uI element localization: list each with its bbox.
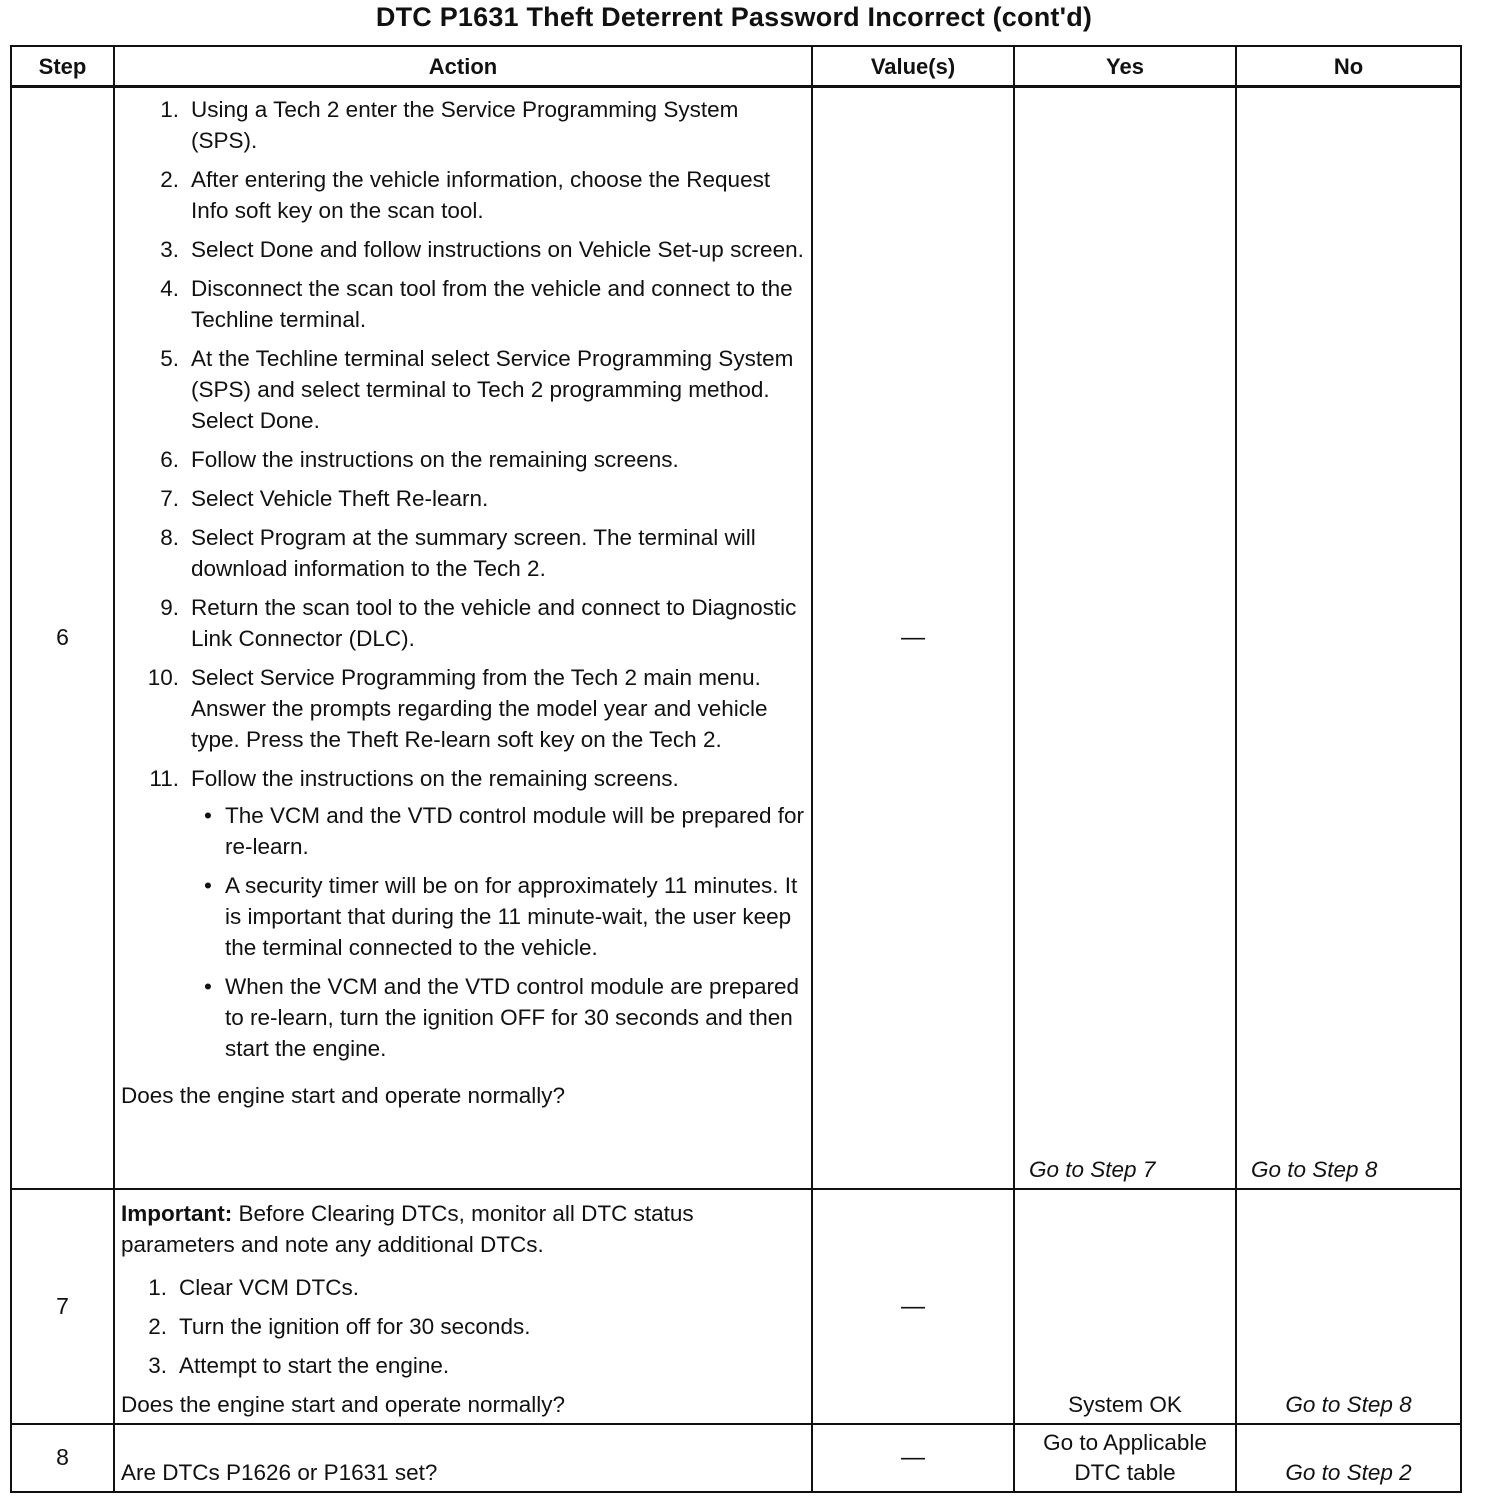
bullet-item: • When the VCM and the VTD control module are prepared to re-learn, turn the ignition OFF for 30 seconds and then start the engine. bbox=[204, 974, 800, 1061]
action-cell bbox=[114, 87, 812, 1189]
header-action: Action bbox=[114, 46, 812, 87]
step-number: 7 bbox=[11, 1189, 114, 1424]
header-yes: Yes bbox=[1014, 46, 1236, 87]
important-text: Before Clearing DTCs, monitor all DTC status parameters and note any additional DTCs. bbox=[121, 1200, 694, 1257]
list-item: 11. Follow the instructions on the remaining screens. • The VCM and the VTD control module will be prepared for re-learn. • A security timer will be on for approximately 11 minutes. It is important that during the 11 minute-wait, the user keep the terminal connected to the vehicle. • When the VCM and the VTD control module are prepared to re-learn, turn the ignition OFF for 30 seconds and then start the engine. bbox=[133, 763, 805, 1072]
yes-cell: System OK bbox=[1014, 1189, 1236, 1424]
table-row-step-6 bbox=[11, 87, 1461, 1189]
action-cell bbox=[114, 1189, 812, 1424]
list-item: 10. Select Service Programming from the Tech 2 main menu. Answer the prompts regarding the model year and vehicle type. Press the Theft Re-learn soft key on the Tech 2. bbox=[147, 665, 768, 752]
list-item: 4. Disconnect the scan tool from the vehicle and connect to the Techline terminal. bbox=[160, 276, 793, 332]
step-number: 8 bbox=[11, 1424, 114, 1492]
header-step: Step bbox=[11, 46, 114, 87]
action-question: Are DTCs P1626 or P1631 set? bbox=[121, 1459, 438, 1485]
list-item: 1. Clear VCM DTCs. bbox=[148, 1274, 360, 1300]
no-cell: Go to Step 2 bbox=[1236, 1424, 1461, 1492]
list-item: 1. Using a Tech 2 enter the Service Programming System (SPS). bbox=[160, 97, 739, 153]
list-item: 2. After entering the vehicle information, choose the Request Info soft key on the scan tool. bbox=[160, 167, 771, 223]
action-question: Does the engine start and operate normally? bbox=[121, 1083, 566, 1108]
important-label: Important: bbox=[121, 1200, 233, 1226]
table-row-step-8 bbox=[11, 1424, 1461, 1492]
list-item: 7. Select Vehicle Theft Re-learn. bbox=[160, 486, 489, 511]
value-cell: — bbox=[812, 1189, 1014, 1424]
header-no: No bbox=[1236, 46, 1461, 87]
action-question: Does the engine start and operate normally? bbox=[121, 1391, 566, 1417]
no-cell: Go to Step 8 bbox=[1236, 1189, 1461, 1424]
action-list bbox=[121, 1272, 805, 1381]
list-item: 6. Follow the instructions on the remaining screens. bbox=[160, 447, 679, 472]
page-title: DTC P1631 Theft Deterrent Password Incorrect (cont'd) bbox=[375, 2, 1093, 32]
action-cell bbox=[114, 1424, 812, 1492]
table-row-step-7 bbox=[11, 1189, 1461, 1424]
action-list bbox=[133, 94, 805, 1072]
list-item: 8. Select Program at the summary screen. The terminal will download information to the Tech 2. bbox=[160, 525, 756, 581]
yes-cell: Go to Step 7 bbox=[1014, 87, 1236, 1189]
yes-cell: Go to Applicable DTC table bbox=[1014, 1424, 1236, 1492]
bullet-item: • The VCM and the VTD control module will be prepared for re-learn. bbox=[204, 803, 805, 859]
important-note bbox=[121, 1198, 805, 1260]
header-row bbox=[11, 46, 1461, 87]
header-values: Value(s) bbox=[812, 46, 1014, 87]
list-item: 3. Select Done and follow instructions on Vehicle Set-up screen. bbox=[160, 237, 804, 262]
step-number: 6 bbox=[11, 87, 114, 1189]
value-cell: — bbox=[812, 1424, 1014, 1492]
list-item: 3. Attempt to start the engine. bbox=[148, 1352, 450, 1378]
list-item: 2. Turn the ignition off for 30 seconds. bbox=[148, 1313, 531, 1339]
value-cell: — bbox=[812, 87, 1014, 1189]
list-item: 5. At the Techline terminal select Service Programming System (SPS) and select terminal to Tech 2 programming method. Select Done. bbox=[160, 346, 794, 433]
no-cell: Go to Step 8 bbox=[1236, 87, 1461, 1189]
diagnostic-table bbox=[10, 45, 1462, 1493]
list-item: 9. Return the scan tool to the vehicle and connect to Diagnostic Link Connector (DLC). bbox=[160, 595, 797, 651]
sub-bullet-list bbox=[191, 800, 805, 1064]
bullet-item: • A security timer will be on for approximately 11 minutes. It is important that during the 11 minute-wait, the user keep the terminal connected to the vehicle. bbox=[204, 873, 798, 960]
